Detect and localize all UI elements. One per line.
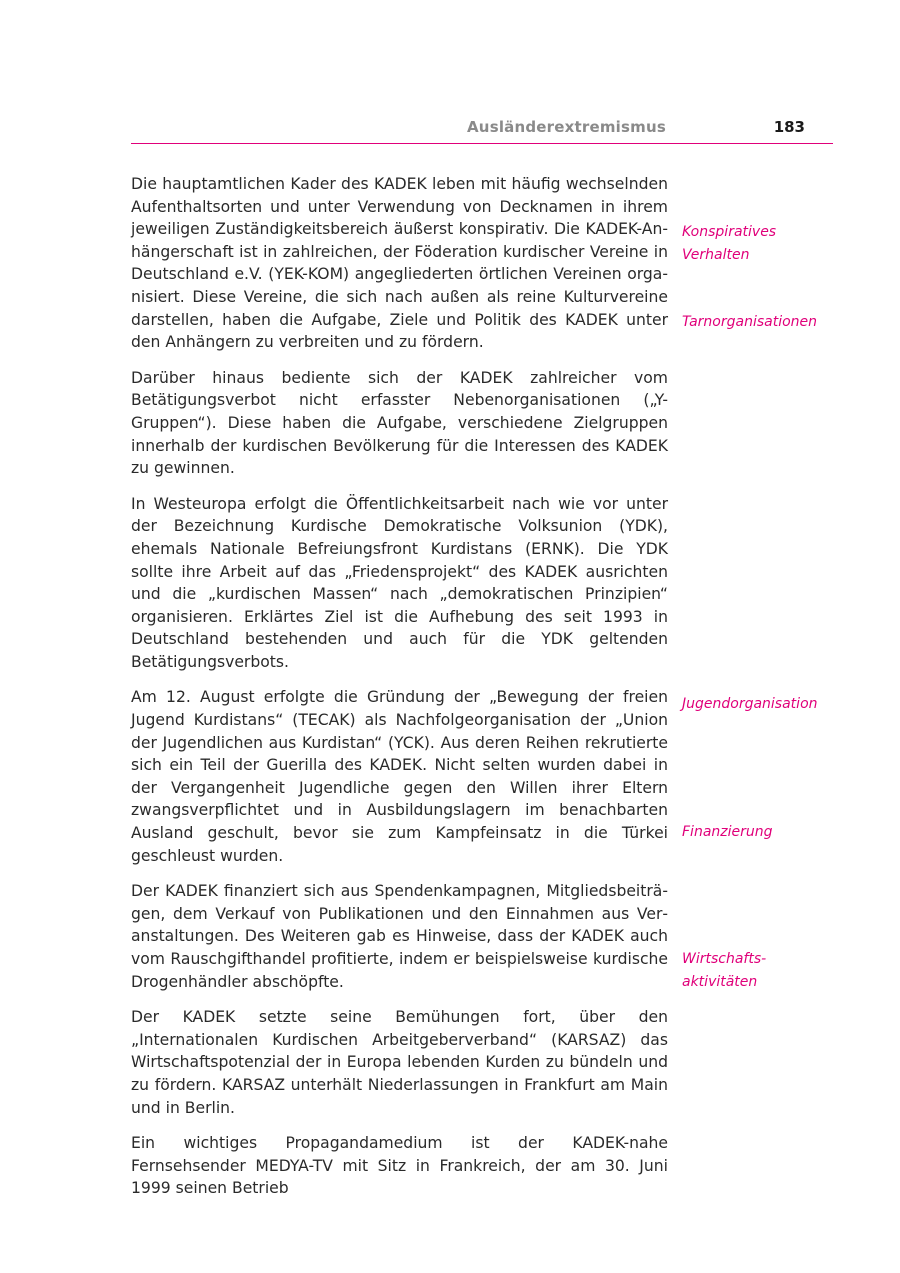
margin-note-tarnorganisationen: Tarnorganisationen (682, 314, 818, 330)
margin-note-jugendorganisation: Jugendorganisation (682, 696, 818, 712)
paragraph: Der KADEK setzte seine Bemühungen fort, über den „Internationalen Kurdischen Arbeitgeberverband“ (KARSAZ) das Wirtschaftspotenzial der in Europa lebenden Kurden zu bündeln und zu fördern. KARSAZ unterhält Niederlassungen in Frankfurt am Main und in Berlin. (131, 1008, 668, 1117)
paragraph: Ein wichtiges Propagandamedium ist der KADEK-nahe Fernsehsender MEDYA-TV mit Sitz in Frankreich, der am 30. Juni 1999 seinen Betrieb (131, 1134, 668, 1198)
paragraph: Am 12. August erfolgte die Gründung der „Bewegung der freien Jugend Kurdistans“ (TECAK) als Nachfolgeorganisation der „Union der Jugendlichen aus Kurdistan“ (YCK). Aus deren Reihen rekrutierte sich ein Teil der Guerilla des KADEK. Nicht selten wurden dabei in der Vergangenheit Jugendliche gegen den Willen ihrer Eltern zwangsverpflichtet und in Ausbildungslagern im benachbarten Ausland geschult, bevor sie zum Kampfeinsatz in die Türkei geschleust wurden. (131, 688, 668, 865)
margin-note-wirtschaft: Wirtschaftsaktivitäten (682, 951, 767, 990)
paragraph: In Westeuropa erfolgt die Öffentlichkeitsarbeit nach wie vor unter der Bezeichnung Kurdische Demokratische Volksunion (YDK), ehemals Nationale Befreiungsfront Kurdistans (ERNK). Die YDK sollte ihre Arbeit auf das „Friedensprojekt“ des KADEK ausrichten und die „kurdischen Massen“ nach „demokratischen Prinzipien“ organisieren. Erklärtes Ziel ist die Aufhebung des seit 1993 in Deutschland bestehenden und auch für die YDK geltenden Betätigungsverbots. (131, 494, 668, 671)
main-text (131, 173, 668, 1213)
paragraph: Darüber hinaus bediente sich der KADEK zahlreicher vom Betätigungsverbot nicht erfasster Nebenorganisationen („Y-Gruppen“). Diese haben die Aufgabe, verschiedene Zielgruppen innerhalb der kurdischen Bevölkerung für die Interessen des KADEK zu gewinnen. (131, 368, 668, 478)
margin-note-finanzierung: Finanzierung (682, 824, 773, 840)
header-title: Ausländerextremismus (467, 118, 666, 136)
page-number: 183 (773, 118, 805, 136)
margin-note-konspiratives: Konspiratives Verhalten (682, 224, 777, 263)
paragraph: Der KADEK finanziert sich aus Spendenkampagnen, Mitgliedsbeiträgen, dem Verkauf von Publikationen und den Einnahmen aus Veranstaltungen. Des Weiteren gab es Hinweise, dass der KADEK auch vom Rauschgifthandel profitierte, indem er beispielsweise kurdische Drogenhändler abschöpfte. (131, 882, 668, 991)
paragraph: Die hauptamtlichen Kader des KADEK leben mit häufig wechselnden Aufenthaltsorten und unter Verwendung von Decknamen in ihrem jeweiligen Zuständigkeitsbereich äußerst konspirativ. Die KADEK-Anhängerschaft ist in zahlreichen, der Föderation kurdischer Vereine in Deutschland e.V. (YEK-KOM) angegliederten örtlichen Vereinen organisiert. Diese Vereine, die sich nach außen als reine Kulturvereine darstellen, haben die Aufgabe, Ziele und Politik des KADEK unter den Anhängern zu verbreiten und zu fördern. (131, 175, 668, 352)
running-header (131, 117, 833, 144)
